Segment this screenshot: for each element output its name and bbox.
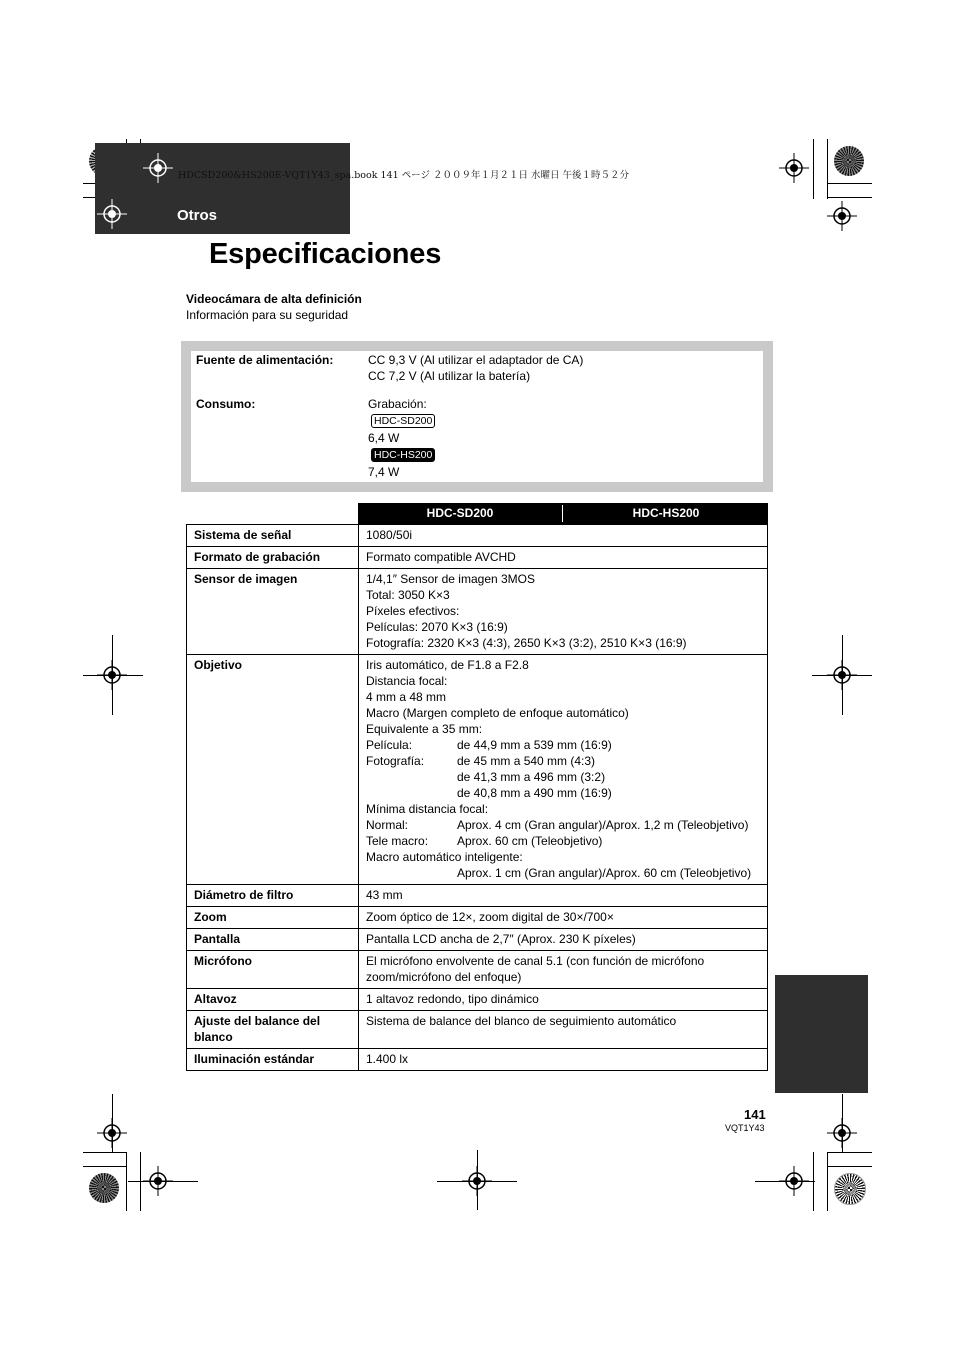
registration-target-icon xyxy=(143,153,173,183)
page-number: 141 xyxy=(744,1107,766,1122)
consumption-value: Grabación: HDC-SD200 6,4 W HDC-HS200 7,4 W xyxy=(368,396,435,480)
spec-value: 1080/50i xyxy=(359,525,768,547)
table-row xyxy=(187,885,768,907)
spec-label: Micrófono xyxy=(187,951,359,989)
header-hdc-sd200: HDC-SD200 xyxy=(426,506,494,520)
registration-target-icon xyxy=(97,199,127,229)
spec-value: Formato compatible AVCHD xyxy=(359,547,768,569)
spec-value: 43 mm xyxy=(359,885,768,907)
model-tag-hs200: HDC-HS200 xyxy=(371,448,435,462)
registration-target-icon xyxy=(827,201,857,231)
power-info-box xyxy=(181,341,773,492)
spec-label: Zoom xyxy=(187,907,359,929)
table-row xyxy=(187,569,768,655)
consumption-label: Consumo: xyxy=(196,397,256,411)
header-hdc-hs200: HDC-HS200 xyxy=(632,506,700,520)
section-tab xyxy=(95,143,350,234)
power-source-label: Fuente de alimentación: xyxy=(196,353,334,367)
registration-rosette-icon xyxy=(89,1173,119,1203)
spec-label: Sistema de señal xyxy=(187,525,359,547)
spec-value: Iris automático, de F1.8 a F2.8 Distancia focal: 4 mm a 48 mm Macro (Margen completo de enfoque automático) Equivalente a 35 mm: Película: de 44,9 mm a 539 mm (16:9) Fotografía: de 45 mm a 540 mm (4:3) de 41,3 mm a 496 mm (3:2) de 40,8 mm a 490 mm (16:9) Mínima distancia focal: Normal: Aprox. 4 cm (Gran angular)/Aprox. 1,2 m (Teleobjetivo) Tele macro: Aprox. 60 cm (Teleobjetivo) Macro automático inteligente: Aprox. 1 cm (Gran angular)/Aprox. 60 cm (Teleobjetivo) xyxy=(359,655,768,885)
table-row xyxy=(187,1049,768,1071)
spec-value: 1/4,1″ Sensor de imagen 3MOS Total: 3050 K×3 Píxeles efectivos: Películas: 2070 K×3 (16:9) Fotografía: 2320 K×3 (4:3), 2650 K×3 (3:2), 2510 K×3 (16:9) xyxy=(359,569,768,655)
spec-label: Formato de grabación xyxy=(187,547,359,569)
spec-value: El micrófono envolvente de canal 5.1 (con función de micrófono zoom/micrófono del enfoque) xyxy=(359,951,768,989)
spec-label: Pantalla xyxy=(187,929,359,951)
print-info: HDCSD200&HS200E-VQT1Y43_spa.book 141 ページ ２００９年１月２１日 水曜日 午後１時５２分 xyxy=(178,170,630,181)
intro-heading: Videocámara de alta definición xyxy=(186,292,362,306)
spec-label: Ajuste del balance del blanco xyxy=(187,1011,359,1049)
spec-label: Sensor de imagen xyxy=(187,569,359,655)
document-code: VQT1Y43 xyxy=(725,1123,765,1133)
registration-rosette-icon xyxy=(834,1173,866,1205)
table-row xyxy=(187,525,768,547)
spec-value: 1 altavoz redondo, tipo dinámico xyxy=(359,989,768,1011)
spec-label: Objetivo xyxy=(187,655,359,885)
spec-value: Sistema de balance del blanco de seguimiento automático xyxy=(359,1011,768,1049)
spec-table-header xyxy=(358,503,768,524)
spec-value: Zoom óptico de 12×, zoom digital de 30×/700× xyxy=(359,907,768,929)
page-title: Especificaciones xyxy=(209,238,442,270)
registration-rosette-icon xyxy=(834,146,864,176)
registration-target-icon xyxy=(779,153,809,183)
table-row xyxy=(187,951,768,989)
spec-label: Altavoz xyxy=(187,989,359,1011)
side-thumb-tab xyxy=(775,975,868,1093)
spec-label: Diámetro de filtro xyxy=(187,885,359,907)
spec-table xyxy=(186,524,768,1071)
spec-value: Pantalla LCD ancha de 2,7″ (Aprox. 230 K píxeles) xyxy=(359,929,768,951)
table-row xyxy=(187,929,768,951)
section-label: Otros xyxy=(177,207,218,224)
power-source-value: CC 9,3 V (Al utilizar el adaptador de CA) CC 7,2 V (Al utilizar la batería) xyxy=(368,353,584,383)
table-row xyxy=(187,547,768,569)
table-row xyxy=(187,1011,768,1049)
table-row xyxy=(187,907,768,929)
table-row xyxy=(187,655,768,885)
spec-value: 1.400 lx xyxy=(359,1049,768,1071)
spec-label: Iluminación estándar xyxy=(187,1049,359,1071)
model-tag-sd200: HDC-SD200 xyxy=(371,414,435,428)
intro-subheading: Información para su seguridad xyxy=(186,308,349,322)
table-row xyxy=(187,989,768,1011)
